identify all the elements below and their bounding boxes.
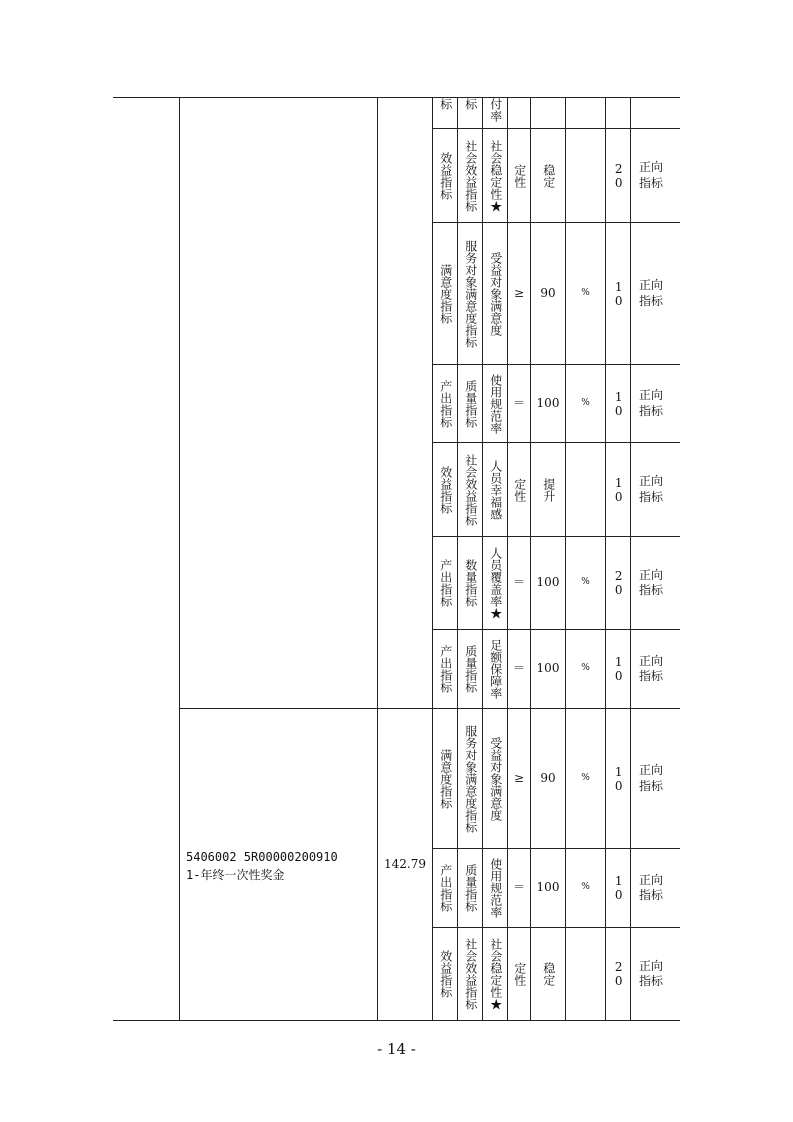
- direction-text: 正向指标: [639, 160, 664, 190]
- weight-text: 10: [611, 475, 626, 504]
- direction: [631, 928, 679, 1020]
- level3-indicator-text: 人员幸福感: [488, 459, 503, 520]
- level2-indicator-text: 质量指标: [463, 645, 478, 693]
- direction-text: 正向指标: [639, 567, 664, 597]
- level2-indicator: [458, 849, 482, 927]
- level1-indicator-text: 标: [438, 98, 453, 110]
- level2-indicator: [458, 443, 482, 536]
- level3-indicator: [483, 365, 507, 442]
- weight-text: 10: [611, 389, 626, 418]
- weight: [606, 849, 630, 927]
- weight: [606, 223, 630, 364]
- target-value-text: 90: [540, 770, 556, 785]
- level3-indicator-text: 受益对象满意度: [488, 736, 503, 821]
- level2-indicator: [458, 709, 482, 848]
- level2-indicator-text: 标: [463, 98, 478, 110]
- level2-indicator: [458, 365, 482, 442]
- level3-indicator-text: 付率: [488, 98, 503, 122]
- level3-indicator: [483, 709, 507, 848]
- level3-indicator: [483, 223, 507, 364]
- target-value-text: 100: [536, 575, 560, 590]
- direction: [631, 630, 679, 708]
- level2-indicator-text: 服务对象满意度指标: [463, 724, 478, 833]
- operator: [508, 98, 530, 128]
- direction-text: 正向指标: [639, 474, 664, 504]
- operator-text: 定性: [512, 163, 527, 188]
- operator-text: ≥: [513, 770, 525, 785]
- target-value-text: 100: [536, 395, 560, 410]
- level1-indicator: [433, 365, 457, 442]
- level2-indicator: [458, 630, 482, 708]
- level2-indicator-text: 服务对象满意度指标: [463, 239, 478, 348]
- level1-indicator: [433, 849, 457, 927]
- target-value-text: 100: [536, 880, 560, 895]
- level1-indicator-text: 产出指标: [438, 864, 453, 912]
- level2-indicator-text: 数量指标: [463, 559, 478, 607]
- target-value: [531, 537, 565, 629]
- unit: [566, 129, 605, 222]
- operator-text: 定性: [512, 962, 527, 986]
- direction: [631, 365, 679, 442]
- unit: [566, 849, 605, 927]
- project-code: 5406002 5R00000200910: [186, 850, 338, 864]
- direction-text: 正向指标: [639, 653, 664, 683]
- level1-indicator: [433, 709, 457, 848]
- direction: [631, 98, 679, 128]
- direction: [631, 537, 679, 629]
- level2-indicator: [458, 537, 482, 629]
- level1-indicator: [433, 928, 457, 1020]
- level1-indicator: [433, 223, 457, 364]
- column-divider: [179, 97, 180, 1020]
- weight: [606, 709, 630, 848]
- target-value-text: 提升: [541, 477, 556, 502]
- operator-text: ＝: [512, 880, 525, 895]
- level3-indicator: [483, 849, 507, 927]
- direction-text: 正向指标: [639, 763, 664, 793]
- project-info: [186, 848, 376, 884]
- operator: [508, 709, 530, 848]
- target-value: [531, 928, 565, 1020]
- level3-indicator-text: 社会稳定性★: [488, 938, 503, 1010]
- level2-indicator: [458, 129, 482, 222]
- weight-text: 10: [611, 874, 626, 902]
- level1-indicator: [433, 537, 457, 629]
- unit: [566, 223, 605, 364]
- operator-text: ＝: [512, 661, 525, 676]
- direction: [631, 849, 679, 927]
- unit: [566, 98, 605, 128]
- target-value-text: 稳定: [541, 163, 556, 188]
- weight: [606, 98, 630, 128]
- level1-indicator-text: 效益指标: [438, 465, 453, 514]
- level3-indicator: [483, 537, 507, 629]
- weight: [606, 928, 630, 1020]
- level3-indicator-text: 社会稳定性★: [488, 139, 503, 212]
- level3-indicator-text: 足额保障率: [488, 639, 503, 699]
- unit-text: %: [581, 882, 590, 893]
- unit-text: %: [581, 663, 590, 674]
- level3-indicator: [483, 98, 507, 128]
- unit: [566, 537, 605, 629]
- level1-indicator: [433, 630, 457, 708]
- operator: [508, 129, 530, 222]
- project-name: 1-年终一次性奖金: [186, 868, 285, 882]
- target-value: [531, 129, 565, 222]
- unit: [566, 365, 605, 442]
- level2-indicator-text: 社会效益指标: [463, 938, 478, 1010]
- operator-text: ＝: [512, 395, 525, 410]
- target-value-text: 稳定: [541, 962, 556, 986]
- target-value: [531, 443, 565, 536]
- level1-indicator-text: 满意度指标: [438, 748, 453, 809]
- operator: [508, 537, 530, 629]
- unit-text: %: [581, 577, 590, 588]
- unit-text: %: [581, 287, 590, 298]
- project-amount: [378, 709, 432, 1020]
- level3-indicator: [483, 129, 507, 222]
- page-number: - 14 -: [377, 1040, 416, 1058]
- level2-indicator-text: 质量指标: [463, 379, 478, 428]
- direction: [631, 129, 679, 222]
- level1-indicator: [433, 98, 457, 128]
- target-value: [531, 98, 565, 128]
- level1-indicator-text: 产出指标: [438, 645, 453, 693]
- level3-indicator: [483, 630, 507, 708]
- weight-text: 20: [611, 960, 626, 988]
- direction-text: 正向指标: [639, 872, 664, 902]
- unit: [566, 443, 605, 536]
- weight-text: 10: [611, 279, 626, 308]
- level3-indicator: [483, 443, 507, 536]
- level3-indicator-text: 人员覆盖率★: [488, 547, 503, 619]
- operator: [508, 365, 530, 442]
- direction: [631, 443, 679, 536]
- weight: [606, 537, 630, 629]
- unit-text: %: [581, 772, 590, 783]
- operator-text: ≥: [513, 285, 525, 300]
- direction: [631, 709, 679, 848]
- operator-text: 定性: [512, 477, 527, 502]
- direction-text: 正向指标: [639, 958, 664, 988]
- target-value: [531, 709, 565, 848]
- table-bottom-border: [113, 1020, 680, 1021]
- weight-text: 10: [611, 764, 626, 793]
- target-value: [531, 849, 565, 927]
- unit: [566, 630, 605, 708]
- weight-text: 20: [611, 161, 626, 190]
- target-value-text: 100: [536, 661, 560, 676]
- level1-indicator: [433, 443, 457, 536]
- direction-text: 正向指标: [639, 388, 664, 418]
- level1-indicator-text: 产出指标: [438, 559, 453, 607]
- target-value: [531, 630, 565, 708]
- operator: [508, 849, 530, 927]
- project-amount-text: 142.79: [384, 856, 426, 871]
- unit: [566, 709, 605, 848]
- level2-indicator-text: 社会效益指标: [463, 453, 478, 526]
- level1-indicator-text: 产出指标: [438, 379, 453, 428]
- target-value: [531, 365, 565, 442]
- level2-indicator: [458, 98, 482, 128]
- weight-text: 10: [611, 655, 626, 683]
- weight: [606, 365, 630, 442]
- target-value-text: 90: [540, 285, 556, 300]
- level1-indicator: [433, 129, 457, 222]
- level2-indicator-text: 社会效益指标: [463, 139, 478, 212]
- weight: [606, 443, 630, 536]
- operator-text: ＝: [512, 575, 525, 590]
- level3-indicator-text: 使用规范率: [488, 373, 503, 434]
- operator: [508, 630, 530, 708]
- level3-indicator: [483, 928, 507, 1020]
- level2-indicator: [458, 223, 482, 364]
- level3-indicator-text: 受益对象满意度: [488, 251, 503, 336]
- level1-indicator-text: 效益指标: [438, 151, 453, 200]
- operator: [508, 928, 530, 1020]
- direction: [631, 223, 679, 364]
- operator: [508, 223, 530, 364]
- level1-indicator-text: 满意度指标: [438, 263, 453, 324]
- unit: [566, 928, 605, 1020]
- target-value: [531, 223, 565, 364]
- weight-text: 20: [611, 569, 626, 597]
- weight: [606, 630, 630, 708]
- unit-text: %: [581, 397, 590, 408]
- level2-indicator: [458, 928, 482, 1020]
- direction-text: 正向指标: [639, 278, 664, 308]
- operator: [508, 443, 530, 536]
- weight: [606, 129, 630, 222]
- level2-indicator-text: 质量指标: [463, 864, 478, 912]
- level1-indicator-text: 效益指标: [438, 950, 453, 998]
- level3-indicator-text: 使用规范率: [488, 858, 503, 918]
